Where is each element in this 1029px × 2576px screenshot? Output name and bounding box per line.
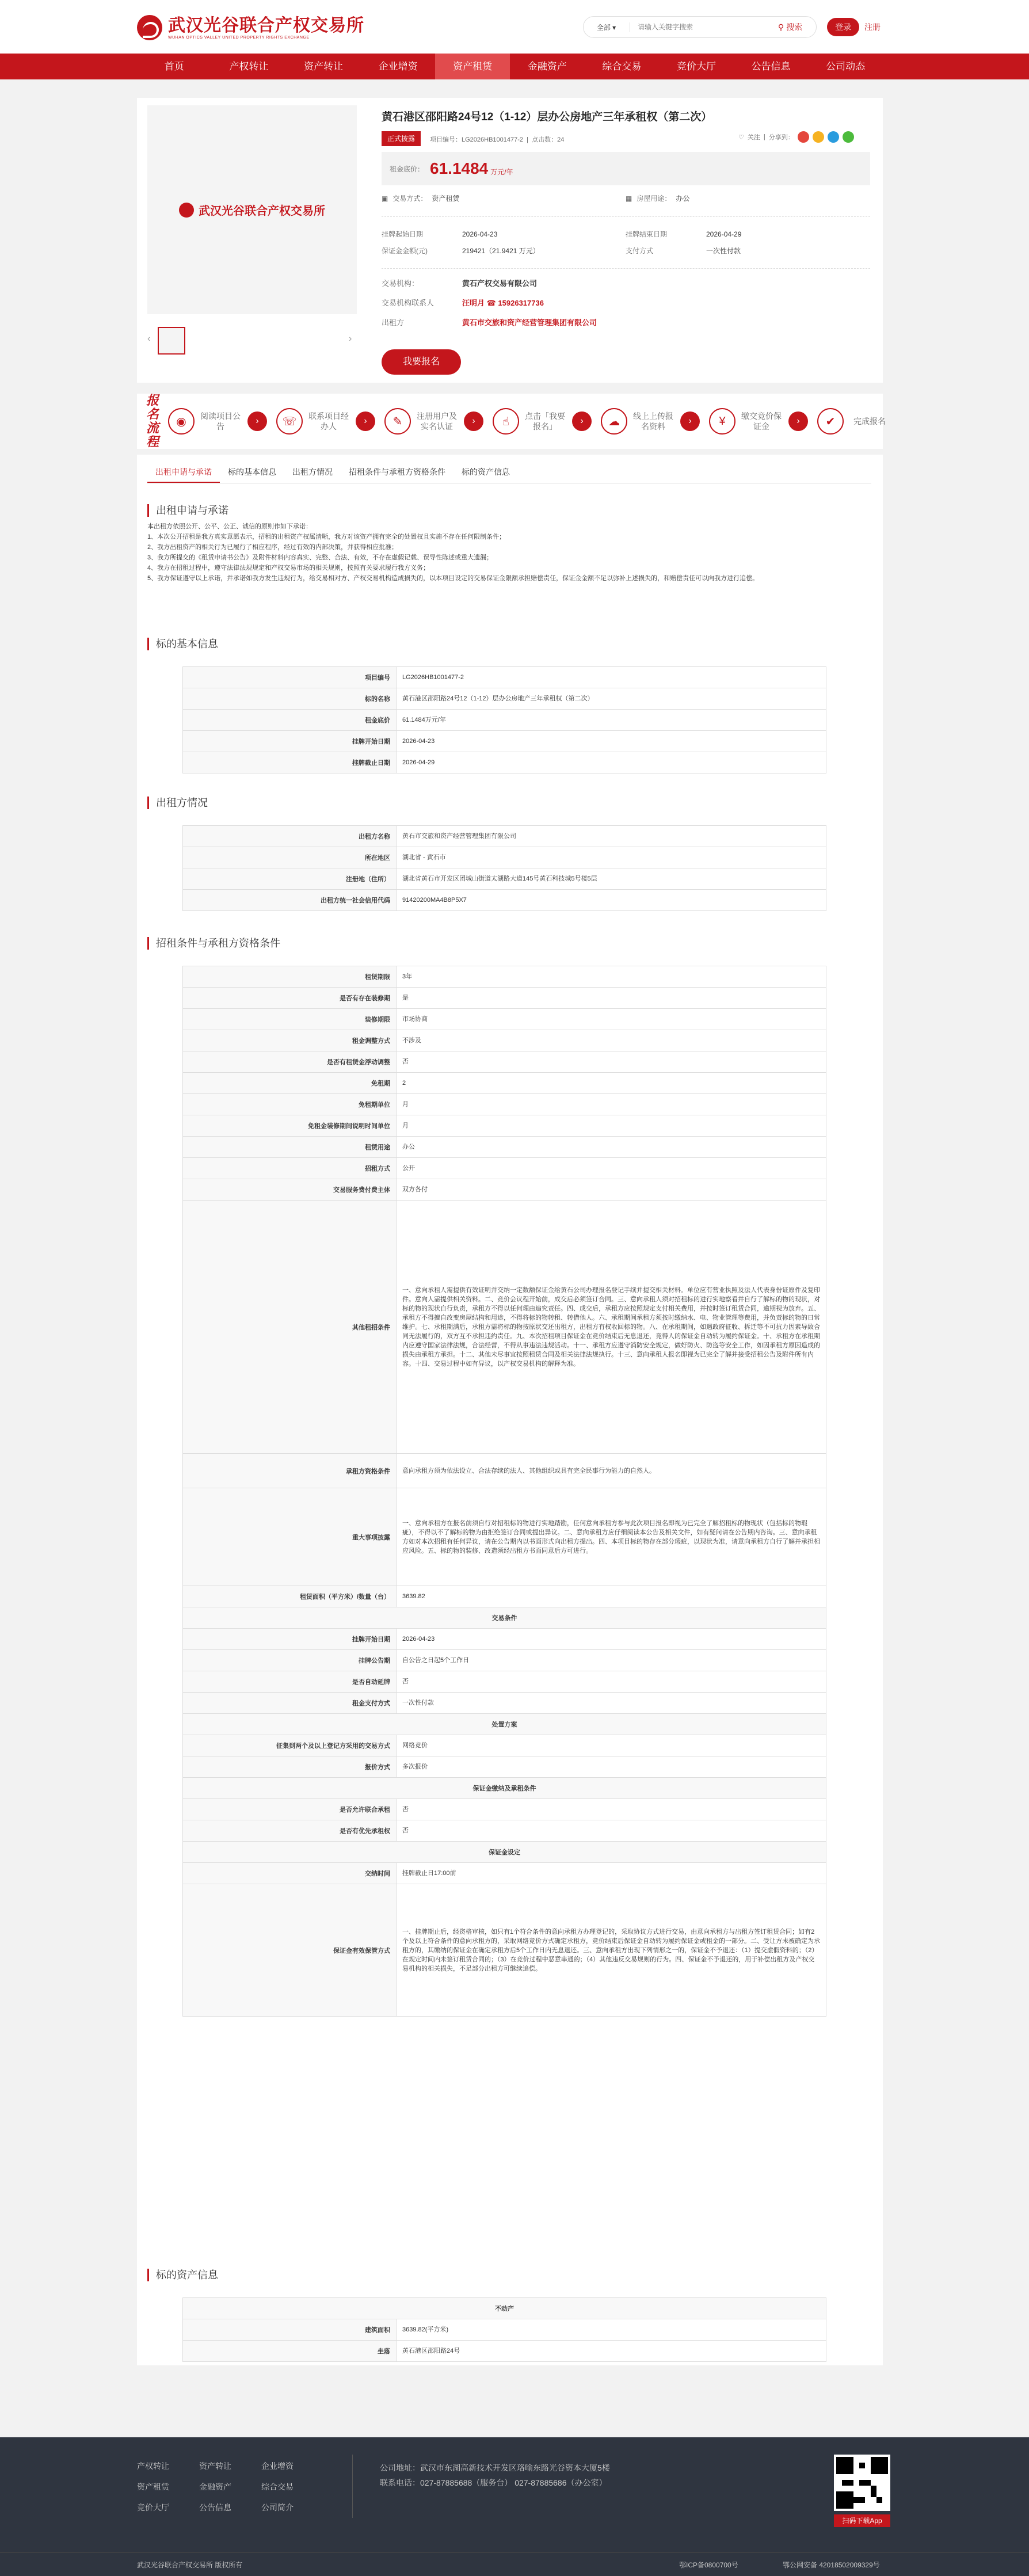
commitment-line: 4、我方在招租过程中，遵守法律法规规定和产权交易市场的相关规则，按照有关要求履行我方义务； [147, 565, 430, 571]
row-key: 是否自动延牌 [183, 1671, 397, 1693]
register-link[interactable]: 注册 [864, 22, 881, 32]
table-subhead-row [183, 2298, 826, 2319]
row-value: 3639.82(平方米) [397, 2319, 826, 2341]
table-row [183, 1799, 826, 1820]
nav-item[interactable]: 竞价大厅 [676, 61, 716, 72]
arrow-right-icon: › [680, 411, 700, 431]
building-icon: ▦ [626, 194, 632, 203]
row-key: 标的名称 [183, 688, 397, 710]
footer-link[interactable]: 产权转让 [137, 2461, 169, 2471]
table-row [183, 1693, 826, 1714]
row-key: 所在地区 [183, 847, 397, 868]
table-row [183, 1115, 826, 1137]
table-row [183, 1051, 826, 1073]
row-key: 是否有存在装修期 [183, 988, 397, 1009]
section-lessor [147, 797, 871, 911]
footer-link[interactable]: 公司简介 [261, 2503, 294, 2512]
row-key: 挂牌截止日期 [183, 752, 397, 773]
row-value: 否 [397, 1799, 826, 1820]
contact-person: 汪明月 ☎ 15926317736 [462, 298, 544, 307]
icp-link[interactable]: 鄂ICP备0800700号 [679, 2561, 738, 2569]
contact-label: 交易机构联系人 [382, 298, 435, 307]
copyright: 武汉光谷联合产权交易所 版权所有 [137, 2561, 243, 2569]
table-subhead: 保证金缴纳及承租条件 [183, 1778, 826, 1799]
project-no-label: 项目编号： [430, 136, 462, 143]
row-value: 2 [397, 1073, 826, 1094]
qq-icon[interactable] [828, 131, 839, 143]
row-key: 是否有优先承租权 [183, 1820, 397, 1842]
table-row [183, 1735, 826, 1756]
flow-title: 报名流程 [146, 393, 159, 449]
qr-code-icon [834, 2455, 890, 2511]
step-label: 注册用户及实名认证 [417, 411, 458, 431]
nav-item[interactable]: 资产转让 [303, 61, 343, 72]
price-label: 租金底价： [390, 165, 425, 173]
nav-item[interactable]: 资产租赁 [435, 54, 510, 79]
row-key: 出租方名称 [183, 826, 397, 847]
conditions-table [182, 966, 826, 2017]
listing-grid [382, 226, 870, 259]
step-icon: ¥ [709, 408, 735, 435]
section-conditions [147, 937, 871, 2017]
arrow-right-icon: › [464, 411, 483, 431]
lessor-label: 出租方 [382, 318, 405, 327]
table-row [183, 1179, 826, 1201]
row-key: 装修期限 [183, 1009, 397, 1030]
detail-tabs [147, 460, 871, 483]
table-subhead: 不动产 [183, 2298, 826, 2319]
row-key: 其他租招条件 [183, 1201, 397, 1454]
row-value: 2026-04-29 [397, 752, 826, 773]
row-value: 市场协商 [397, 1009, 826, 1030]
wechat-icon[interactable] [843, 131, 854, 143]
row-value: 否 [397, 1820, 826, 1842]
row-value: 月 [397, 1094, 826, 1115]
login-button[interactable]: 登录 [827, 18, 859, 36]
table-row [183, 1671, 826, 1693]
divider [382, 216, 870, 217]
logo-subtitle: WUHAN OPTICS VALLEY UNITED PROPERTY RIGHTS EXCHANGE [168, 35, 310, 40]
row-value: 否 [397, 1051, 826, 1073]
tab-item[interactable]: 标的资产信息 [462, 467, 510, 477]
step-label: 点击「我要报名」 [525, 411, 566, 431]
step-icon: ☏ [276, 408, 303, 435]
project-no: LG2026HB1001477-2 [462, 136, 524, 143]
police-link[interactable]: 鄂公网安备 42018502009329号 [783, 2561, 880, 2569]
step-label: 完成报名 [853, 417, 886, 426]
row-value: 湖北省黄石市开发区团城山街道太湖路大道145号黄石科技城5号楼5层 [397, 868, 826, 890]
table-row [183, 826, 826, 847]
row-value: 网络竞价 [397, 1735, 826, 1756]
row-value: 一、挂牌期止后，经资格审核，如只有1个符合条件的意向承租方办理登记的，采取协议方式进行交易，由意向承租方与出租方签订租赁合同；如有2个及以上符合条件的意向承租方的，采取网络竞价方式确定承租方，竞价结束后保证金自动转为履约保证金或租金的一部分。二、受让方未被确定为承租方的，其缴纳的保证金在确定承租方后5个工作日内无息退还。三、意向承租方出现下列情形之一的，保证金不予退还：（1）提交虚假资料的；（2）在规定时间内未签订租赁合同的；（3）在竞价过程中恶意串通的；（4）其他违反交易规则的行为。四、保证金不予退还的，用于补偿出租方及产权交易机构的相关损失，不足部分出租方可继续追偿。 [397, 1884, 826, 2017]
row-value: 2026-04-23 [397, 1629, 826, 1650]
row-key: 交易服务费付费主体 [183, 1179, 397, 1201]
logo-icon [137, 15, 162, 40]
row-key: 注册地（住所） [183, 868, 397, 890]
row-value: 61.1484万元/年 [397, 710, 826, 731]
row-value: 湖北省 - 黄石市 [397, 847, 826, 868]
views-label: 点击数： [532, 136, 558, 143]
price-unit: 万元/年 [490, 167, 513, 176]
flow-step [384, 408, 483, 435]
row-key: 租金支付方式 [183, 1693, 397, 1714]
price-value: 61.1484 [430, 159, 489, 177]
footer-link[interactable]: 竞价大厅 [137, 2503, 169, 2512]
thumbnail-strip [147, 327, 357, 356]
section-title: 招租条件与承租方资格条件 [147, 937, 871, 950]
row-value: 月 [397, 1115, 826, 1137]
section-basic-info [147, 638, 871, 773]
nav-item[interactable]: 公告信息 [751, 61, 791, 72]
flow-step [709, 408, 808, 435]
row-value: 否 [397, 1671, 826, 1693]
search-button[interactable] [764, 21, 816, 33]
table-row [183, 752, 826, 773]
nav-item[interactable]: 公司动态 [826, 61, 866, 72]
table-row [183, 731, 826, 752]
flow-step [817, 408, 890, 435]
row-value: 一、意向承租方在报名前须自行对招租标的物进行实地踏勘，任何意向承租方参与此次项目报名即视为已完全了解招租标的物现状（包括标的物瑕疵），不得以不了解标的物为由拒绝签订合同或提出异议。二、意向承租方应仔细阅读本公告及相关文件，如有疑问请在公告期内咨询。三、意向承租方如对本次招租有任何异议，请在公告期内以书面形式向出租方提出。四、本项目标的物存在部分瑕疵，以现状为准，请意向承租方自行了解并承担相应风险。五、标的物的装修、改造须经出租方书面同意后方可进行。 [397, 1488, 826, 1586]
table-row [183, 1158, 826, 1179]
table-row [183, 868, 826, 890]
thumbnail[interactable] [158, 327, 185, 355]
row-key: 挂牌开始日期 [183, 731, 397, 752]
step-icon: ✎ [384, 408, 411, 435]
row-value: 是 [397, 988, 826, 1009]
arrow-right-icon: › [356, 411, 375, 431]
logo-icon [179, 203, 194, 218]
row-value: 一次性付款 [397, 1693, 826, 1714]
row-value: LG2026HB1001477-2 [397, 667, 826, 688]
footer-link[interactable]: 公告信息 [199, 2503, 231, 2512]
table-row [183, 1094, 826, 1115]
trade-method: 资产租赁 [432, 195, 460, 203]
row-value: 意向承租方须为依法设立、合法存续的法人、其他组织或具有完全民事行为能力的自然人。 [397, 1454, 826, 1488]
row-value: 公开 [397, 1158, 826, 1179]
views-count: 24 [557, 136, 565, 143]
footer-link[interactable]: 综合交易 [261, 2482, 294, 2491]
row-value: 黄石港区邵阳路24号 [397, 2341, 826, 2362]
image-logo-text: 武汉光谷联合产权交易所 [199, 205, 325, 218]
row-key: 招租方式 [183, 1158, 397, 1179]
nav-item[interactable]: 企业增资 [378, 61, 418, 72]
table-row [183, 966, 826, 988]
tab-item[interactable]: 标的基本信息 [228, 467, 276, 477]
step-icon: ☝ [493, 408, 519, 435]
footer-link[interactable]: 金融资产 [199, 2482, 231, 2491]
lessor-table [182, 825, 826, 911]
arrow-right-icon: › [247, 411, 267, 431]
table-subhead-row [183, 1778, 826, 1799]
price-box [382, 152, 870, 185]
table-row [183, 890, 826, 911]
table-row [183, 1586, 826, 1607]
step-icon: ✔ [817, 408, 844, 435]
table-row [183, 1650, 826, 1671]
tab-item[interactable]: 招租条件与承租方资格条件 [349, 467, 445, 477]
row-key: 交纳时间 [183, 1863, 397, 1884]
table-subhead: 处置方案 [183, 1714, 826, 1735]
row-key: 项目编号 [183, 667, 397, 688]
table-row [183, 847, 826, 868]
listing-value: 219421（21.9421 万元） [462, 247, 540, 255]
search-input[interactable] [630, 23, 764, 31]
row-key: 建筑面积 [183, 2319, 397, 2341]
footer-links [137, 2460, 323, 2513]
row-value: 黄石港区邵阳路24号12（1-12）层办公房地产三年承租权（第二次） [397, 688, 826, 710]
listing-value: 2026-04-29 [706, 230, 742, 238]
row-value: 91420200MA4B8P5X7 [397, 890, 826, 911]
tab-item[interactable]: 出租方情况 [292, 467, 333, 477]
table-row [183, 1820, 826, 1842]
flow-step [493, 408, 592, 435]
detail-body [137, 455, 883, 2365]
footer-phones: 联系电话：027-87885688（服务台） 027-87885686（办公室） [380, 2478, 607, 2487]
section-title: 出租申请与承诺 [147, 504, 871, 517]
contact-block [382, 273, 870, 331]
flow-step [601, 408, 700, 435]
trade-info [382, 193, 870, 203]
follow-link[interactable]: 关注 [747, 134, 760, 141]
site-footer [0, 2437, 1029, 2576]
row-key: 保证金有效保管方式 [183, 1884, 397, 2017]
commitment-text [147, 521, 871, 584]
listing-key: 保证金金额(元) [382, 247, 428, 255]
footer-bottom [0, 2552, 1029, 2576]
product-image[interactable] [147, 105, 357, 314]
table-row [183, 2319, 826, 2341]
table-row [183, 688, 826, 710]
share-bar: ♡ 关注 | 分享到： [738, 131, 854, 143]
footer-link[interactable]: 资产租赁 [137, 2482, 169, 2491]
trade-method-icon: ▣ [382, 194, 388, 203]
commitment-line: 2、我方出租资产的相关行为已履行了相应程序，经过有效的内部决策，并获得相应批准； [147, 544, 398, 551]
nav-item[interactable]: 金融资产 [527, 61, 567, 72]
step-label: 联系项目经办人 [308, 411, 349, 431]
row-key: 出租方统一社会信用代码 [183, 890, 397, 911]
row-key: 是否有租赁金浮动调整 [183, 1051, 397, 1073]
main-nav [0, 54, 1029, 79]
section-commitment [147, 504, 871, 584]
basic-info-table [182, 666, 826, 773]
step-label: 阅读项目公告 [200, 411, 241, 431]
table-row [183, 1488, 826, 1586]
table-row [183, 1073, 826, 1094]
row-key: 租金底价 [183, 710, 397, 731]
lessor-name: 黄石市交旅和资产经营管理集团有限公司 [462, 318, 597, 327]
footer-divider [352, 2455, 353, 2518]
heart-icon[interactable]: ♡ [738, 134, 744, 141]
table-row [183, 1629, 826, 1650]
search-bar [583, 16, 817, 38]
row-value: 多次报价 [397, 1756, 826, 1778]
table-row [183, 1009, 826, 1030]
table-row [183, 988, 826, 1009]
tab-item[interactable]: 出租申请与承诺 [147, 460, 220, 483]
row-value: 3639.82 [397, 1586, 826, 1607]
step-icon: ☁ [601, 408, 627, 435]
listing-key: 支付方式 [626, 247, 654, 255]
table-subhead: 交易条件 [183, 1607, 826, 1629]
commitment-line: 本出租方依照公开、公平、公正、诚信的原则作如下承诺： [147, 523, 312, 530]
row-value: 黄石市交旅和资产经营管理集团有限公司 [397, 826, 826, 847]
listing-value: 一次性付款 [706, 247, 741, 255]
search-icon: ⚲ [778, 22, 784, 32]
row-key: 免租金装修期间说明时间单位 [183, 1115, 397, 1137]
qzone-icon[interactable] [813, 131, 824, 143]
row-value: 双方各付 [397, 1179, 826, 1201]
nav-item[interactable]: 产权转让 [229, 61, 269, 72]
step-icon: ◉ [168, 408, 195, 435]
chevron-right-icon[interactable]: › [349, 334, 352, 344]
step-label: 线上上传报名资料 [633, 411, 674, 431]
table-row [183, 667, 826, 688]
share-label: 分享到： [768, 134, 794, 141]
row-value: 不涉及 [397, 1030, 826, 1051]
footer-contact [380, 2460, 610, 2490]
section-title: 出租方情况 [147, 797, 871, 809]
qr-label: 扫码下载App [834, 2514, 890, 2527]
listing-value: 2026-04-23 [462, 230, 498, 238]
logo-title: 武汉光谷联合产权交易所 [168, 16, 364, 35]
table-subhead: 保证金设定 [183, 1842, 826, 1863]
search-scope-label: 全部 [596, 23, 611, 32]
table-row [183, 1454, 826, 1488]
footer-address: 公司地址：武汉市东湖高新技术开发区珞喻东路光谷资本大厦5楼 [380, 2463, 610, 2472]
row-key: 报价方式 [183, 1756, 397, 1778]
row-key: 承租方资格条件 [183, 1454, 397, 1488]
row-key: 征集到两个及以上登记方采用的交易方式 [183, 1735, 397, 1756]
row-key: 租赁面积（平方米）/数量（台） [183, 1586, 397, 1607]
footer-link[interactable]: 企业增资 [261, 2461, 294, 2471]
table-row [183, 1201, 826, 1454]
row-value: 3年 [397, 966, 826, 988]
flow-step [276, 408, 375, 435]
section-title: 标的资产信息 [147, 2269, 871, 2281]
commitment-line: 5、我方保证遵守以上承诺，并承诺如我方发生违规行为，给交易相对方、产权交易机构造成损失的，以本项目设定的交易保证金限额承担赔偿责任，保证金金额不足以弥补上述损失的，和赔偿责任可以向我方进行追偿。 [147, 575, 759, 582]
table-row [183, 1884, 826, 2017]
listing-key: 挂牌结束日期 [626, 230, 668, 238]
asset-use: 办公 [676, 195, 690, 203]
table-row [183, 2341, 826, 2362]
table-subhead-row [183, 1607, 826, 1629]
table-row [183, 710, 826, 731]
registration-flow [137, 393, 886, 449]
row-key: 免租期单位 [183, 1094, 397, 1115]
row-key: 租赁期限 [183, 966, 397, 988]
table-row [183, 1863, 826, 1884]
table-row [183, 1030, 826, 1051]
table-subhead-row [183, 1714, 826, 1735]
listing-key: 挂牌起始日期 [382, 230, 424, 238]
table-row [183, 1137, 826, 1158]
footer-link[interactable]: 资产转让 [199, 2461, 231, 2471]
row-key: 挂牌开始日期 [183, 1629, 397, 1650]
trade-method-label: 交易方式： [392, 195, 428, 203]
org-label: 交易机构： [382, 279, 420, 288]
commitment-line: 3、我方所提交的《租赁申请书公告》及附件材料内容真实、完整、合法、有效，不存在虚假记载、误导性陈述或重大遗漏； [147, 554, 493, 561]
chevron-left-icon[interactable]: ‹ [147, 334, 151, 344]
listing-row [382, 226, 870, 242]
row-key: 重大事项披露 [183, 1488, 397, 1586]
flow-steps [159, 408, 890, 435]
site-header [0, 0, 1029, 54]
site-logo[interactable] [137, 12, 364, 44]
product-summary [137, 98, 883, 383]
section-asset [147, 2269, 871, 2362]
table-row [183, 1756, 826, 1778]
row-key: 租赁用途 [183, 1137, 397, 1158]
asset-table [182, 2297, 826, 2362]
sign-up-button[interactable]: 我要报名 [382, 349, 461, 375]
search-scope-select[interactable]: 全部 ▾ [584, 22, 630, 32]
row-key: 坐落 [183, 2341, 397, 2362]
row-value: 2026-04-23 [397, 731, 826, 752]
flow-step [168, 408, 267, 435]
divider [382, 268, 870, 269]
arrow-right-icon: › [788, 411, 808, 431]
listing-row [382, 242, 870, 259]
row-value: 自公告之日起5个工作日 [397, 1650, 826, 1671]
status-badge: 正式披露 [382, 131, 421, 146]
row-key: 租金调整方式 [183, 1030, 397, 1051]
search-button-label: 搜索 [786, 22, 803, 32]
org-name: 黄石产权交易有限公司 [462, 279, 538, 288]
arrow-right-icon: › [572, 411, 592, 431]
table-subhead-row [183, 1842, 826, 1863]
project-meta: 项目编号：LG2026HB1001477-2 | 点击数：24 [430, 136, 565, 143]
row-key: 免租期 [183, 1073, 397, 1094]
row-value: 办公 [397, 1137, 826, 1158]
weibo-icon[interactable] [798, 131, 809, 143]
row-value: 挂牌截止日17:00前 [397, 1863, 826, 1884]
product-title: 黄石港区邵阳路24号12（1-12）层办公房地产三年承租权（第二次） [382, 111, 712, 123]
step-label: 缴交竞价保证金 [741, 411, 782, 431]
nav-item[interactable]: 首页 [164, 61, 184, 72]
row-key: 挂牌公告期 [183, 1650, 397, 1671]
commitment-line: 1、本次公开招租是我方真实意愿表示，招租的出租资产权属清晰，我方对该资产拥有完全的处置权且实施不存在任何限制条件； [147, 534, 506, 540]
section-title: 标的基本信息 [147, 638, 871, 650]
row-value: 一、意向承租人需提供有效证明并交纳一定数额保证金给黄石公司办理报名登记手续并提交相关材料。单位应有营业执照及法人代表身份证原件及复印件。意向人需提供相关资料。二、竞价会议程开始前，成交后必须签订合同。三、意向承租人须对招租标的进行实地察看并自行了解标的物的现状，对标的物的现状自行负责，承租方不得以任何理由追究责任。四、成交后，承租方应按照规定支付相关费用，并按时签订租赁合同，逾期视为放弃。五、承租方不得擅自改变房屋结构和用途，不得将标的物转租、转借他人。六、承租期间承租方须按时缴纳水、电、物业管理等费用，并负责标的物的日常维护。七、承租期满后，承租方需将标的物按原状交还出租方，出租方有权收回标的物。八、在承租期间，如遇政府征收、拆迁等不可抗力因素导致合同无法履行的，双方互不承担违约责任。九、本次招租项目保证金在竞价结束后无息退还，竞得人的保证金自动转为履约保证金。十、承租方在承租期内应遵守国家法律法规，合法经营，不得从事违法违规活动。十一、承租方应遵守消防安全规定，做好防火、防盗等安全工作，如因承租方原因造成的损失由承租方承担。十二、其他未尽事宜按照租赁合同及相关法律法规执行。十三、意向承租人报名即视为已完全了解并接受招租公告及附件所有内容。十四、交易过程中如有异议，以产权交易机构的解释为准。 [397, 1201, 826, 1454]
row-key: 是否允许联合承租 [183, 1799, 397, 1820]
nav-item[interactable]: 综合交易 [602, 61, 642, 72]
asset-use-label: 房屋用途： [637, 195, 672, 203]
